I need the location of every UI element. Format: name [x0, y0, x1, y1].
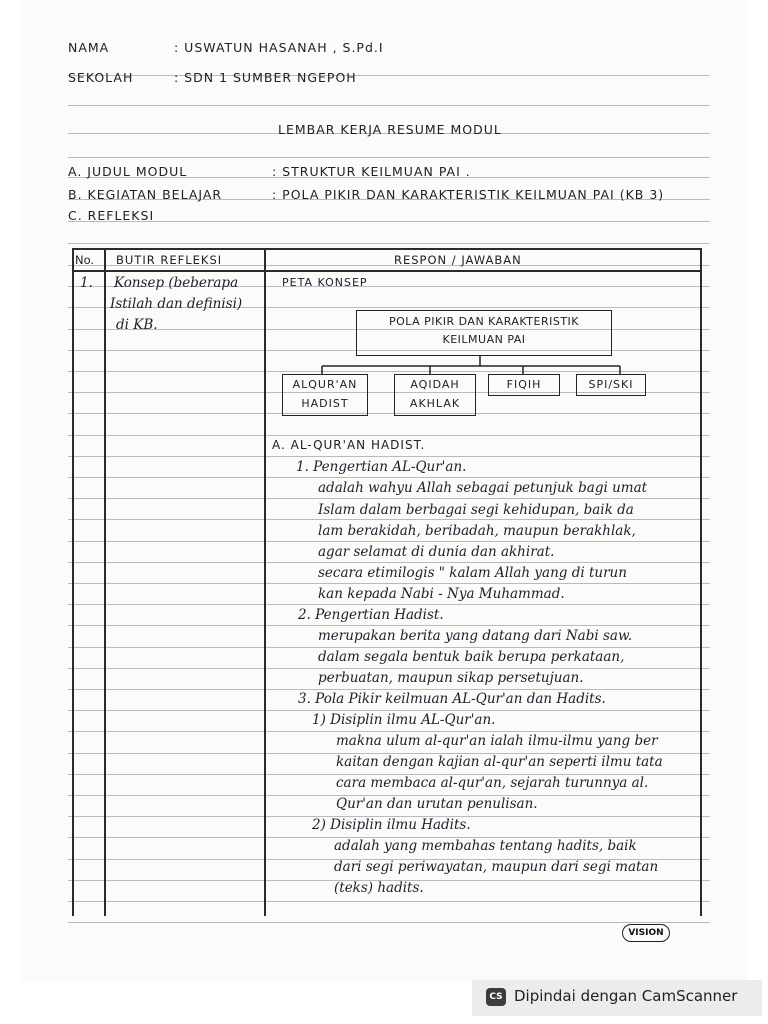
p3-2-title: 2) Disiplin ilmu Hadits.	[312, 817, 471, 833]
p3-1-title: 1) Disiplin ilmu AL-Qur'an.	[312, 712, 496, 728]
concept-root-line2: KEILMUAN PAI	[442, 333, 526, 346]
text-line: Islam dalam berbagai segi kehidupan, baik da	[318, 502, 634, 518]
concept-aqidah-line2: AKHLAK	[409, 397, 461, 410]
judul-value: : STRUKTUR KEILMUAN PAI .	[272, 164, 471, 179]
butir-line-3: di KB.	[116, 317, 158, 333]
concept-spi-label: SPI/SKI	[588, 378, 634, 391]
text-line: dari segi periwayatan, maupun dari segi matan	[334, 859, 659, 875]
nama-label: NAMA	[68, 40, 110, 55]
col-no-header: No.	[75, 253, 95, 267]
butir-line-2: Istilah dan definisi)	[110, 296, 243, 312]
nama-value: : USWATUN HASANAH , S.Pd.I	[174, 40, 384, 55]
row-number: 1.	[80, 275, 93, 291]
text-line: kan kepada Nabi - Nya Muhammad.	[318, 586, 565, 602]
p2-title: 2. Pengertian Hadist.	[298, 607, 444, 623]
butir-line-1: Konsep (beberapa	[114, 275, 239, 291]
text-line: dalam segala bentuk baik berupa perkataan,	[318, 649, 625, 665]
section-a-heading: A. AL-QUR'AN HADIST.	[272, 438, 426, 452]
concept-box-aqidah-akhlak	[394, 374, 476, 416]
text-line: kaitan dengan kajian al-qur'an seperti ilmu tata	[336, 754, 663, 770]
sekolah-label: SEKOLAH	[68, 70, 134, 85]
p1-title: 1. Pengertian AL-Qur'an.	[296, 459, 467, 475]
text-line: secara etimilogis " kalam Allah yang di turun	[318, 565, 627, 581]
text-line: adalah yang membahas tentang hadits, baik	[334, 838, 637, 854]
vision-logo: VISION	[622, 924, 670, 942]
p3-title: 3. Pola Pikir keilmuan AL-Qur'an dan Hadits.	[298, 691, 606, 707]
text-line: perbuatan, maupun sikap persetujuan.	[318, 670, 584, 686]
col-butir-header: BUTIR REFLEKSI	[116, 253, 223, 267]
text-line: lam berakidah, beribadah, maupun berakhlak,	[318, 523, 636, 539]
kegiatan-label: B. KEGIATAN BELAJAR	[68, 187, 223, 202]
concept-alquran-line2: HADIST	[301, 397, 349, 410]
kegiatan-value: : POLA PIKIR DAN KARAKTERISTIK KEILMUAN PAI (KB 3)	[272, 187, 665, 202]
judul-label: A. JUDUL MODUL	[68, 164, 188, 179]
text-line: merupakan berita yang datang dari Nabi saw.	[318, 628, 633, 644]
sekolah-value: : SDN 1 SUMBER NGEPOH	[174, 70, 357, 85]
text-line: agar selamat di dunia dan akhirat.	[318, 544, 555, 560]
concept-box-alquran-hadist	[282, 374, 368, 416]
concept-box-fiqih	[488, 374, 560, 396]
camscanner-icon: CS	[486, 988, 506, 1006]
text-line: (teks) hadits.	[334, 880, 424, 896]
concept-alquran-line1: ALQUR'AN	[292, 378, 358, 391]
text-line: Qur'an dan urutan penulisan.	[336, 796, 538, 812]
concept-fiqih-label: FIQIH	[506, 378, 542, 391]
peta-konsep-label: PETA KONSEP	[282, 276, 368, 289]
camscanner-text: Dipindai dengan CamScanner	[514, 987, 738, 1005]
page-title: LEMBAR KERJA RESUME MODUL	[278, 122, 502, 137]
concept-aqidah-line1: AQIDAH	[410, 378, 460, 391]
text-line: cara membaca al-qur'an, sejarah turunnya al.	[336, 775, 649, 791]
concept-box-spi-ski	[576, 374, 646, 396]
concept-root-line1: POLA PIKIR DAN KARAKTERISTIK	[388, 315, 580, 328]
col-respon-header: RESPON / JAWABAN	[394, 253, 522, 267]
refleksi-label: C. REFLEKSI	[68, 208, 155, 223]
text-line: adalah wahyu Allah sebagai petunjuk bagi umat	[318, 480, 648, 496]
text-line: makna ulum al-qur'an ialah ilmu-ilmu yang ber	[336, 733, 658, 749]
